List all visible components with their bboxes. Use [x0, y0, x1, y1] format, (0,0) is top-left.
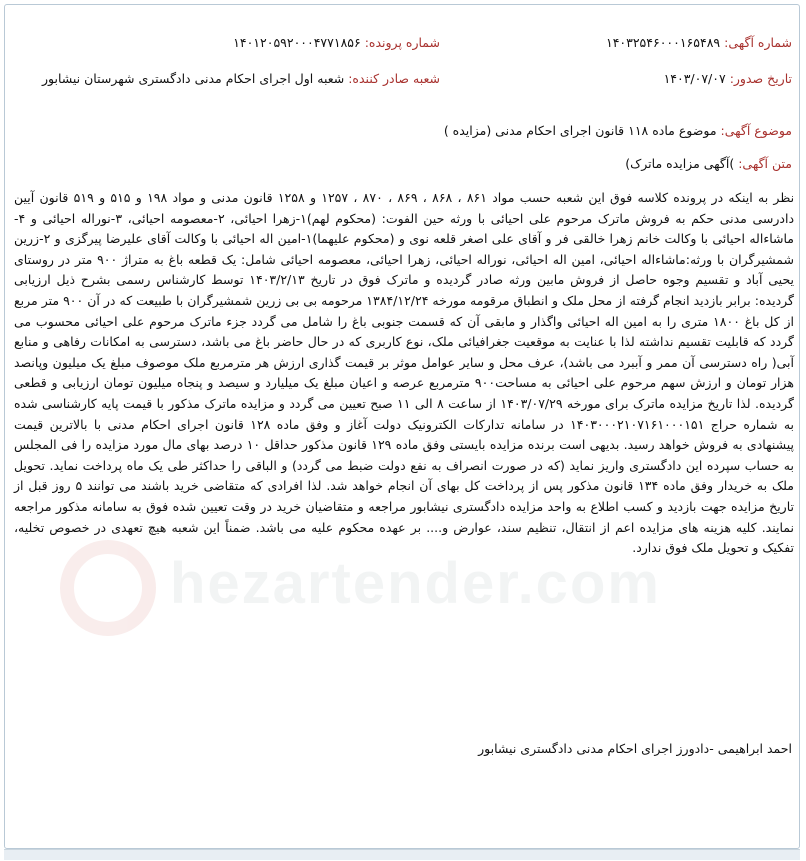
issuer-label: شعبه صادر کننده: — [348, 71, 440, 86]
file-number: ۱۴۰۱۲۰۵۹۲۰۰۰۴۷۷۱۸۵۶ — [233, 35, 361, 50]
notice-number: ۱۴۰۳۲۵۴۶۰۰۰۱۶۵۴۸۹ — [605, 35, 721, 50]
notice-number-row — [606, 34, 792, 52]
issuer: شعبه اول اجرای احکام مدنی دادگستری شهرستان نیشابور — [41, 71, 345, 86]
horizontal-scrollbar[interactable] — [4, 849, 800, 860]
subject-label: موضوع آگهی: — [720, 123, 792, 138]
file-number-label: شماره پرونده: — [364, 35, 440, 50]
issue-date-row — [664, 70, 792, 88]
signer: احمد ابراهیمی -دادورز اجرای احکام مدنی دادگستری نیشابور — [478, 741, 792, 756]
notice-number-label: شماره آگهی: — [724, 35, 792, 50]
text-title-row — [625, 155, 792, 173]
text-title-label: متن آگهی: — [738, 156, 792, 171]
subject-row — [444, 122, 792, 140]
issuer-row — [42, 70, 440, 88]
notice-body: نظر به اینکه در پرونده کلاسه فوق این شعبه حسب مواد ۸۶۱ ، ۸۶۸ ، ۸۶۹ ، ۸۷۰ ، ۱۲۵۷ و ۱۲۵۸ قانون مدنی و مواد ۱۹۸ و ۵۱۵ و ۵۱۹ قانون آیین دادرسی مدنی حکم به فروش ماترک مرحوم علی احیائی با ورثه حین الفوت: (محکوم لهم)۱-زهرا احیائی، ۲-معصومه احیائی، ۳-نوراله احیائی و ۴-ماشاءاله احیائی با وکالت خانم زهرا خالقی فر و آقای علی اصغر قلعه نوی و (محکوم علیهما)۱-امین اله احیائی با وکالت آقای علیرضا پیرگزی و ۲-زرین شمشیرگران با ورثه:ماشاءاله احیائی، امین اله احیائی، نوراله احیائی، زهرا احیائی، معصومه احیائی شامل: یک قطعه باغ به متراژ ۹۰۰ متر در روستای یحیی آباد و تقسیم وجوه حاصل از فروش مابین ورثه صادر گردیده و ماترک فوق در تاریخ ۱۴۰۳/۲/۱۳ توسط کارشناس رسمی بشرح ذیل ارزیابی گردیده: برابر بازدید انجام گرفته از محل ملک و انطباق مرقومه مورخه ۱۳۸۴/۱۲/۲۴ مرحومه بی بی زرین شمشیرگران با طبیعت که در آن ۹۰۰ متر مربع از کل باغ ۱۸۰۰ متری را به امین اله احیائی واگذار و مابقی آن که قسمت جنوبی باغ را شامل می گردد جزء ماترک مرحوم علی احیائی محسوب می گردد که قابلیت تقسیم نداشته لذا با عنایت به موقعیت جغرافیائی ملک، نوع کاربری که در حال حاضر باغ می باشد، دسترسی به امکانات رفاهی و منابع آبی( راه دسترسی آن ممر و آببرد می باشد)، عرف محل و سایر عوامل موثر بر قیمت گذاری ارزش هر مترمربع ملک موصوف مبلغ یک میلیون وپانصد هزار تومان و ارزش سهم مرحوم علی احیائی به مساحت۹۰۰ مترمربع عرصه و اعیان مبلغ یک میلیارد و سیصد و پنجاه میلیون تومان ارزیابی و قطعی گردیده. لذا تاریخ مزایده ماترک برای مورخه ۱۴۰۳/۰۷/۲۹ از ساعت ۸ الی ۱۱ صبح تعیین می گردد و مزایده ماترک مذکور با قیمت پایه کارشناسی شده به شماره حراج ۱۴۰۳۰۰۰۲۱۰۷۱۶۱۰۰۰۱۵۱ در سامانه تدارکات الکترونیک دولت آغاز و وفق ماده ۱۲۸ قانون اجرای احکام مدنی با بالاترین قیمت پیشنهادی به فروش خواهد رسید. بدیهی است برنده مزایده بایستی وفق ماده ۱۲۹ قانون مذکور حداقل ۱۰ درصد بهای مال مورد مزایده را فی المجلس به حساب سپرده این دادگستری واریز نماید (که در صورت انصراف به نفع دولت ضبط می گردد) و الباقی را حداکثر طی یک ماه پرداخت نماید. تحویل ملک به خریدار وفق ماده ۱۳۴ قانون مذکور پس از پرداخت کل بهای آن انجام خواهد شد. لذا افرادی که متقاضی خرید باشند می توانند ۵ روز قبل از تاریخ مزایده جهت بازدید و کسب اطلاع به واحد مزایده دادگستری نیشابور مراجعه و متقاضیان خرید در وقت تعیین شده فوق به سامانه مذکور مراجعه نمایند. کلیه هزینه های مزایده اعم از انتقال، تنظیم سند، عوارض و.... بر عهده محکوم علیه می باشد. ضمناً این شعبه هیچ تعهدی در خصوص تخلیه، تفکیک و تحویل ملک فوق ندارد. — [14, 190, 795, 556]
issue-date: ۱۴۰۳/۰۷/۰۷ — [663, 71, 726, 86]
file-number-row — [233, 34, 440, 52]
subject-value: موضوع ماده ۱۱۸ قانون اجرای احکام مدنی (مزایده ) — [443, 123, 717, 138]
text-title-value: )آگهی مزایده ماترک) — [625, 156, 735, 171]
issue-date-label: تاریخ صدور: — [729, 71, 792, 86]
